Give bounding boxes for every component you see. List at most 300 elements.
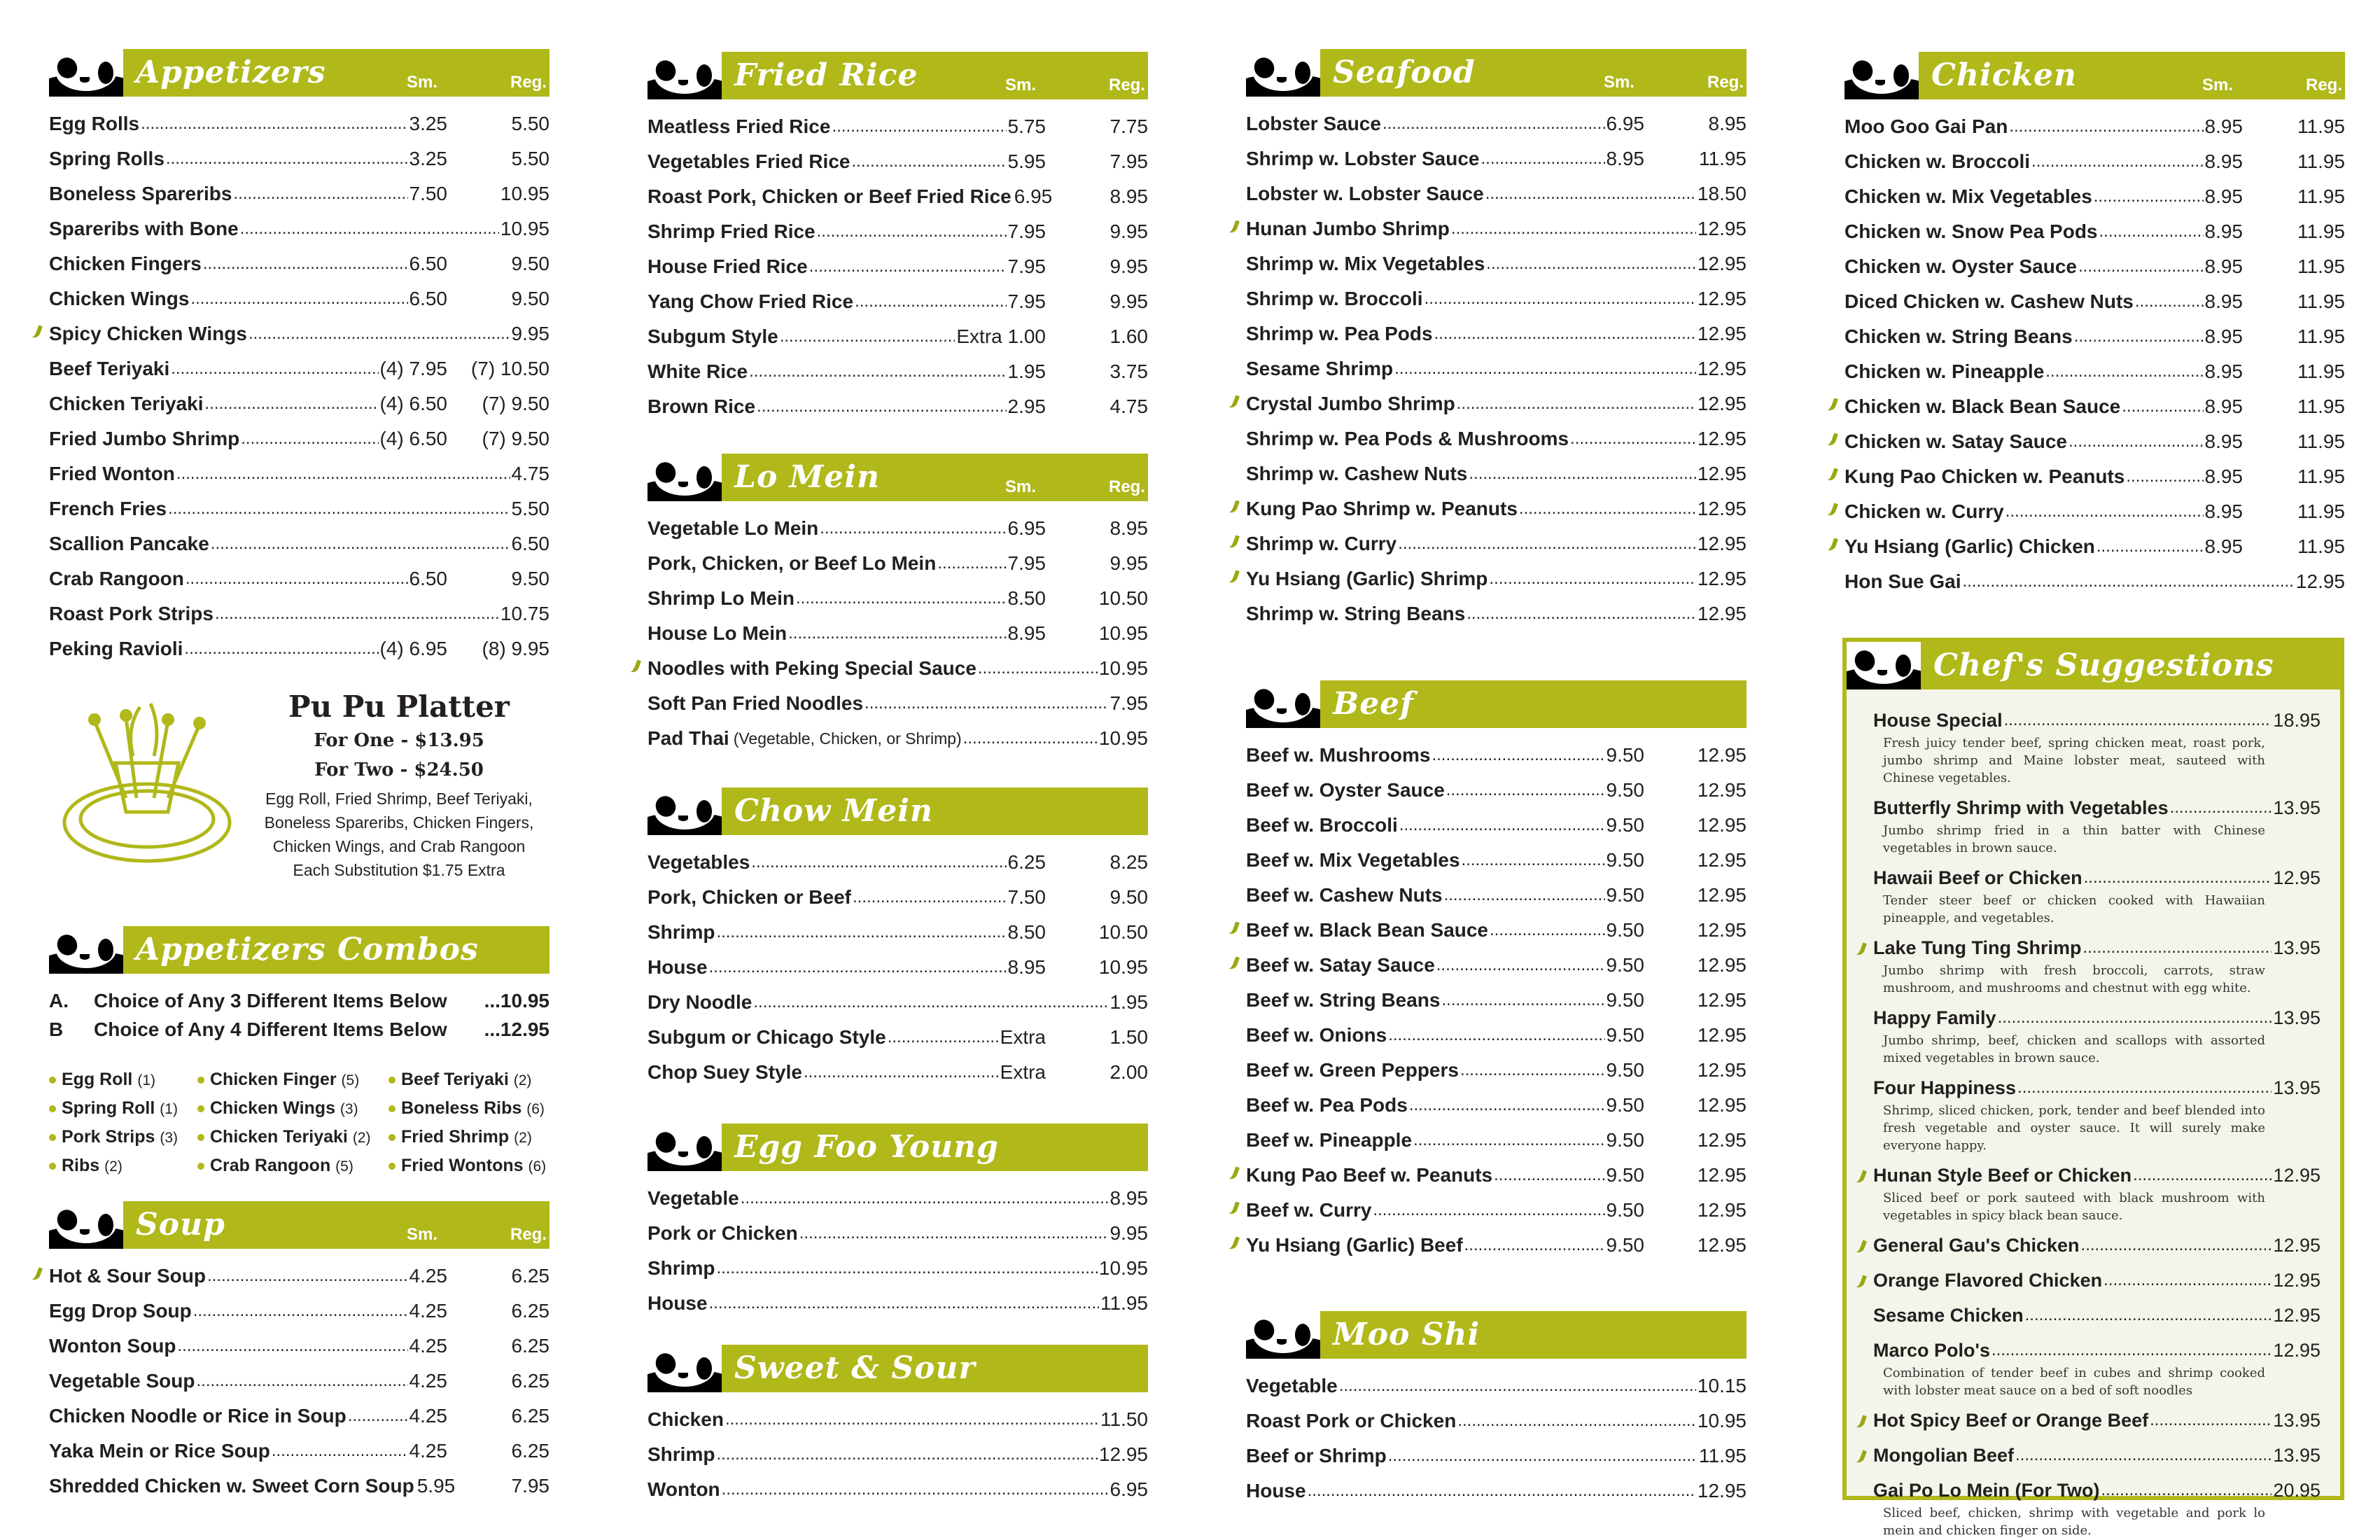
pupu-for-one: For One - $13.95 [314, 730, 484, 751]
item-price: 12.95 [1697, 498, 1746, 519]
dot-leader [855, 292, 1006, 312]
chef-item [1847, 934, 2340, 997]
item-name: Chicken Wings [49, 288, 190, 309]
item-price-regular: 12.95 [1697, 1234, 1746, 1256]
item-name: Mongolian Beef [1873, 1444, 2014, 1466]
item-name: Shrimp [648, 921, 715, 943]
item-price-small: 6.95 [1007, 517, 1046, 539]
item-price-regular: (7) 9.50 [482, 393, 550, 414]
item-price-regular: 5.50 [511, 148, 550, 169]
panda-logo-part [1277, 1339, 1287, 1345]
dot-leader [780, 327, 955, 346]
seafood-section [1246, 49, 1746, 631]
item-price: 10.95 [1098, 727, 1148, 749]
item-price-small: 7.50 [1007, 886, 1046, 908]
item-price: 12.95 [1697, 428, 1746, 449]
item-price-small: 8.95 [1606, 148, 1644, 169]
combo-choice [388, 1098, 545, 1119]
combo-choice-name: Boneless Ribs [401, 1098, 522, 1118]
section-title: Moo Shi [1333, 1317, 1480, 1352]
item-name: Shrimp w. Pea Pods [1246, 323, 1433, 344]
dot-leader [184, 639, 378, 659]
menu-item [648, 1286, 1148, 1321]
chef-item [1847, 864, 2340, 927]
menu-item [1246, 141, 1746, 176]
combo-choice [388, 1156, 546, 1176]
size-regular-label: Reg. [1108, 477, 1145, 496]
menu-item [49, 316, 550, 351]
size-small-label: Sm. [1603, 73, 1634, 92]
chef-item [1847, 1441, 2340, 1469]
combo-desc: Choice of Any 4 Different Items Below [94, 1018, 447, 1040]
item-name: Gai Po Lo Mein (For Two) [1873, 1479, 2100, 1501]
size-regular-label: Reg. [1108, 76, 1145, 94]
combo-choice-name: Spring Roll [62, 1098, 155, 1118]
combo-label: A. [49, 989, 69, 1011]
item-price-small: 8.95 [2204, 255, 2243, 277]
item-name: Subgum Style [648, 326, 778, 347]
combo-choice-name: Chicken Finger [210, 1070, 337, 1089]
panda-logo-icon [1847, 642, 1921, 690]
dot-leader [2004, 710, 2272, 730]
dot-leader [2017, 1078, 2272, 1098]
menu-item [1873, 1266, 2320, 1294]
menu-item [648, 651, 1148, 686]
item-name: Shrimp w. Mix Vegetables [1246, 253, 1485, 274]
item-price-regular: 12.95 [1697, 884, 1746, 906]
panda-logo-part [678, 1373, 688, 1378]
item-price-regular: 7.95 [511, 1475, 550, 1497]
combo-choice [49, 1156, 122, 1176]
item-price-small: 2.95 [1007, 396, 1046, 417]
dot-leader [804, 1063, 999, 1082]
dot-leader [716, 923, 1006, 942]
item-price-small: 8.95 [2204, 536, 2243, 557]
menu-item [648, 721, 1148, 756]
item-price: 18.50 [1697, 183, 1746, 204]
menu-item [1873, 1301, 2320, 1329]
combo-choice-name: Fried Shrimp [401, 1127, 510, 1147]
item-price-regular: 11.95 [2297, 290, 2345, 312]
item-price: 13.95 [2273, 1007, 2320, 1028]
chicken-section [1844, 52, 2345, 599]
menu-item [648, 511, 1148, 546]
dot-leader [2078, 257, 2204, 276]
item-name: Boneless Spareribs [49, 183, 232, 204]
bullet-icon [49, 1163, 56, 1170]
item-price-regular: 9.50 [511, 253, 550, 274]
dot-leader [796, 589, 1007, 608]
appetizers-combos-section [49, 926, 550, 1178]
item-name: Chicken w. Curry [1844, 500, 2004, 522]
dot-leader [1399, 816, 1605, 835]
size-regular-label: Reg. [2305, 76, 2342, 94]
item-name: Sesame Chicken [1873, 1304, 2024, 1326]
item-price-small: (4) 6.50 [379, 428, 447, 449]
item-price-small: 9.50 [1606, 1129, 1644, 1151]
dot-leader [248, 324, 510, 344]
item-price-small: 8.95 [2204, 186, 2243, 207]
dot-leader [716, 1445, 1097, 1464]
item-name: Dry Noodle [648, 991, 752, 1013]
item-name: Hon Sue Gai [1844, 570, 1961, 592]
item-price-regular: 4.75 [1110, 396, 1148, 417]
item-price-small: 8.95 [2204, 150, 2243, 172]
menu-item [49, 141, 550, 176]
section-title: Appetizers [136, 55, 326, 90]
dot-leader [1424, 289, 1696, 309]
menu-item [1246, 1123, 1746, 1158]
menu-item [1873, 1074, 2320, 1102]
menu-item [49, 1259, 550, 1294]
combo-choice-name: Fried Wontons [401, 1156, 524, 1175]
item-price-small: 6.50 [409, 253, 447, 274]
item-price: 12.95 [1697, 533, 1746, 554]
menu-item [1873, 1336, 2320, 1364]
spicy-pepper-icon [1827, 467, 1838, 482]
item-price-regular: 8.95 [1708, 113, 1746, 134]
item-name: White Rice [648, 360, 748, 382]
combo-choice [197, 1070, 359, 1090]
combo-choice-qty: (2) [514, 1130, 532, 1146]
dot-leader [757, 397, 1006, 416]
combo-choice [49, 1127, 178, 1147]
spicy-pepper-icon [1856, 1274, 1867, 1289]
item-description: Jumbo shrimp fried in a thin batter with Chinese vegetables in brown sauce. [1883, 823, 2265, 855]
dot-leader [1962, 572, 2294, 592]
item-price-regular: 12.95 [1697, 1024, 1746, 1046]
menu-item [1844, 424, 2345, 459]
item-price-regular: 2.00 [1110, 1061, 1148, 1083]
menu-item [1246, 491, 1746, 526]
pupu-desc-2: Boneless Spareribs, Chicken Fingers, [264, 813, 534, 832]
item-description: Combination of tender beef in cubes and shrimp cooked with lobster meat sauce on a bed of soft noodles [1883, 1366, 2265, 1398]
item-name: Scallion Pancake [49, 533, 209, 554]
size-small-label: Sm. [406, 73, 438, 92]
dot-leader [211, 534, 510, 554]
item-price-regular: 12.95 [1697, 1094, 1746, 1116]
dot-leader [168, 499, 510, 519]
menu-item [49, 176, 550, 211]
panda-logo-icon [49, 926, 123, 974]
item-price-small: 7.95 [1007, 290, 1046, 312]
section-header [1246, 49, 1746, 97]
item-price-regular: 11.95 [2297, 255, 2345, 277]
combo-choice-qty: (2) [352, 1130, 371, 1146]
item-price: 10.15 [1697, 1375, 1746, 1396]
item-price-small: 6.50 [409, 568, 447, 589]
item-name: Crab Rangoon [49, 568, 184, 589]
item-price: 4.75 [511, 463, 550, 484]
item-name: Beef or Shrimp [1246, 1445, 1387, 1466]
menu-item [648, 214, 1148, 249]
item-price: 10.95 [500, 218, 550, 239]
menu-item [1246, 878, 1746, 913]
item-name: Yu Hsiang (Garlic) Shrimp [1246, 568, 1488, 589]
panda-logo-part [1295, 62, 1310, 84]
section-title: Egg Foo Young [734, 1129, 999, 1165]
item-name: House Fried Rice [648, 255, 808, 277]
item-price-small: Extra [1000, 1026, 1046, 1048]
menu-item [1246, 526, 1746, 561]
dot-leader [2074, 327, 2204, 346]
bullet-icon [388, 1163, 396, 1170]
dot-leader [193, 1301, 408, 1321]
panda-logo-part [678, 80, 688, 85]
item-price-regular: 9.50 [511, 568, 550, 589]
bullet-icon [49, 1134, 56, 1141]
item-price-small: 8.95 [2204, 430, 2243, 452]
item-price-small: 4.25 [409, 1440, 447, 1462]
item-price-regular: 3.75 [1110, 360, 1148, 382]
item-price-regular: 6.25 [511, 1440, 550, 1462]
item-price-small: 4.25 [409, 1300, 447, 1322]
item-price-small: 9.50 [1606, 744, 1644, 766]
dot-leader [2025, 1306, 2272, 1325]
menu-item [1873, 1004, 2320, 1032]
menu-item [1246, 738, 1746, 773]
menu-item [1844, 529, 2345, 564]
item-description: Fresh juicy tender beef, spring chicken meat, roast pork, jumbo shrimp and Maine lobster meat, sauteed with Chinese vegetables. [1883, 736, 2265, 785]
item-price-regular: 6.25 [511, 1405, 550, 1427]
combo-choice-qty: (6) [528, 1158, 547, 1175]
combo-label: B [49, 1018, 64, 1040]
item-name: Happy Family [1873, 1007, 1996, 1028]
item-name: Yaka Mein or Rice Soup [49, 1440, 270, 1462]
menu-item [49, 1434, 550, 1469]
dot-leader [1409, 1096, 1605, 1115]
panda-logo-part [80, 1229, 90, 1235]
item-price-regular: 12.95 [1697, 919, 1746, 941]
dot-leader [1991, 1340, 2272, 1360]
menu-item [1246, 1368, 1746, 1404]
panda-logo-icon [49, 49, 123, 97]
item-price-small: 8.50 [1007, 921, 1046, 943]
menu-item [1873, 1406, 2320, 1434]
item-price-regular: 12.95 [1697, 1199, 1746, 1221]
item-name: Shrimp w. String Beans [1246, 603, 1466, 624]
item-price-regular: 9.95 [1110, 552, 1148, 574]
panda-logo-part [696, 1136, 712, 1158]
combo-choice-qty: (3) [160, 1130, 178, 1146]
item-name: Soft Pan Fried Noodles [648, 692, 864, 714]
item-name: Beef w. Curry [1246, 1199, 1372, 1221]
item-price-regular: 8.95 [1110, 186, 1148, 207]
item-price: 12.95 [1697, 603, 1746, 624]
menu-item [1246, 561, 1746, 596]
item-price-regular: 8.95 [1110, 517, 1148, 539]
panda-logo-icon [648, 52, 722, 99]
chef-item [1847, 1336, 2340, 1399]
item-name: House [648, 956, 708, 978]
dot-leader [1464, 1236, 1605, 1255]
item-price: 8.95 [1110, 1187, 1148, 1209]
item-price-small: 8.95 [1007, 622, 1046, 644]
spicy-pepper-icon [1228, 955, 1240, 971]
item-name: Spareribs with Bone [49, 218, 239, 239]
section-header [49, 1201, 550, 1249]
dot-leader [753, 993, 1108, 1012]
item-price-small: 7.50 [409, 183, 447, 204]
menu-item [1844, 389, 2345, 424]
item-price: 12.95 [1697, 253, 1746, 274]
dot-leader [1519, 499, 1696, 519]
dot-leader [809, 257, 1007, 276]
dot-leader [2045, 362, 2203, 382]
dot-leader [1485, 184, 1696, 204]
item-price: 12.95 [2295, 570, 2345, 592]
menu-item [648, 249, 1148, 284]
menu-item [1844, 459, 2345, 494]
panda-logo-icon [1246, 1311, 1320, 1359]
item-price-regular: 10.50 [1098, 587, 1148, 609]
section-header [648, 1345, 1148, 1392]
menu-item [648, 546, 1148, 581]
item-price: 18.95 [2273, 709, 2320, 731]
item-price-regular: 7.95 [1110, 150, 1148, 172]
item-price-small: 5.95 [1007, 150, 1046, 172]
panda-logo-part [1877, 670, 1887, 676]
combo-choice [197, 1127, 370, 1147]
chef-item [1847, 1266, 2340, 1294]
dot-leader [2101, 1480, 2272, 1500]
chef-item [1847, 1406, 2340, 1434]
combo-choice-qty: (1) [137, 1072, 156, 1088]
chef-item [1847, 706, 2340, 787]
item-price-regular: 9.95 [1110, 255, 1148, 277]
menu-item [648, 1055, 1148, 1090]
item-price-small: 7.95 [1007, 255, 1046, 277]
item-name: Hunan Jumbo Shrimp [1246, 218, 1450, 239]
menu-item [49, 1329, 550, 1364]
item-price-regular: 6.25 [511, 1335, 550, 1357]
dot-leader [1480, 149, 1604, 169]
dot-leader [2015, 1446, 2272, 1465]
item-name: Roast Pork Strips [49, 603, 214, 624]
menu-item [49, 526, 550, 561]
item-price-small: 8.95 [2204, 465, 2243, 487]
item-name: Yu Hsiang (Garlic) Beef [1246, 1234, 1463, 1256]
item-price-regular: 7.75 [1110, 115, 1148, 137]
item-price: 13.95 [2273, 1077, 2320, 1098]
item-name: Yu Hsiang (Garlic) Chicken [1844, 536, 2095, 557]
menu-item [648, 1437, 1148, 1472]
item-name: Chicken Fingers [49, 253, 202, 274]
item-name: Moo Goo Gai Pan [1844, 115, 2008, 137]
section-title: Appetizers Combos [136, 932, 479, 967]
section-title: Beef [1333, 686, 1415, 722]
pupu-desc-4: Each Substitution $1.75 Extra [293, 861, 505, 879]
item-name: Shrimp w. Pea Pods & Mushrooms [1246, 428, 1569, 449]
combo-choice-qty: (6) [526, 1101, 545, 1117]
dot-leader [204, 394, 378, 414]
dot-leader [272, 1441, 408, 1461]
item-name: Vegetable [648, 1187, 739, 1209]
item-price-small: 3.25 [409, 113, 447, 134]
section-header [1246, 1311, 1746, 1359]
menu-item [1246, 211, 1746, 246]
item-price-regular: 12.95 [1697, 954, 1746, 976]
dot-leader [799, 1224, 1109, 1243]
item-price-regular: 11.95 [2297, 115, 2345, 137]
item-price-small: 4.25 [409, 1335, 447, 1357]
item-price-small: 9.50 [1606, 779, 1644, 801]
item-price-regular: 6.25 [511, 1265, 550, 1287]
item-name: Wonton Soup [49, 1335, 176, 1357]
section-title: Sweet & Sour [734, 1350, 976, 1386]
item-name: Crystal Jumbo Shrimp [1246, 393, 1455, 414]
combo-choice-name: Egg Roll [62, 1070, 133, 1089]
item-name: Kung Pao Shrimp w. Peanuts [1246, 498, 1518, 519]
dot-leader [2099, 222, 2204, 241]
section-header [648, 454, 1148, 501]
panda-logo-part [678, 482, 688, 487]
item-name: Yang Chow Fried Rice [648, 290, 854, 312]
bullet-icon [49, 1105, 56, 1112]
dot-leader [2135, 292, 2204, 312]
item-price-regular: 12.95 [1697, 744, 1746, 766]
size-regular-label: Reg. [1707, 73, 1744, 92]
panda-logo-part [1893, 64, 1909, 87]
item-name: General Gau's Chicken [1873, 1234, 2080, 1256]
item-price: 12.95 [1697, 218, 1746, 239]
item-name: Hot Spicy Beef or Orange Beef [1873, 1409, 2149, 1431]
spicy-pepper-icon [630, 659, 641, 674]
item-price: 20.95 [2273, 1479, 2320, 1501]
dot-leader [1308, 1481, 1696, 1501]
bullet-icon [388, 1134, 396, 1141]
menu-item [1246, 913, 1746, 948]
item-price: 12.95 [2273, 1304, 2320, 1326]
item-price: 12.95 [1697, 323, 1746, 344]
menu-item [1246, 948, 1746, 983]
menu-item [1873, 864, 2320, 892]
item-name: Pork, Chicken or Beef [648, 886, 851, 908]
item-price-regular: 9.50 [1110, 886, 1148, 908]
item-price-small: 8.95 [2204, 360, 2243, 382]
spicy-pepper-icon [1228, 1200, 1240, 1216]
menu-item [648, 1181, 1148, 1216]
item-price: 12.95 [2273, 1234, 2320, 1256]
combo-choice-qty: (1) [160, 1101, 178, 1117]
item-price: 12.95 [2273, 1164, 2320, 1186]
panda-logo-part [98, 62, 113, 84]
menu-item [49, 106, 550, 141]
item-price-regular: 12.95 [1697, 1129, 1746, 1151]
dot-leader [186, 569, 408, 589]
item-price-small: 8.95 [2204, 290, 2243, 312]
item-name: House Special [1873, 709, 2003, 731]
dot-leader [725, 1410, 1099, 1429]
item-price: 6.50 [511, 533, 550, 554]
combo-choice-name: Pork Strips [62, 1127, 155, 1147]
item-price-small: 6.50 [409, 288, 447, 309]
dot-leader [1432, 746, 1604, 765]
item-description: Tender steer beef or chicken cooked with Hawaiian pineapple, and vegetables. [1883, 893, 2265, 925]
menu-item [49, 281, 550, 316]
item-price-small: 6.95 [1014, 186, 1053, 207]
chef-item [1847, 1231, 2340, 1259]
menu-item [49, 211, 550, 246]
item-name: Vegetables [648, 851, 750, 873]
dot-leader [1466, 604, 1696, 624]
menu-item [648, 1020, 1148, 1055]
item-name: Kung Pao Beef w. Peanuts [1246, 1164, 1493, 1186]
menu-item [1246, 1158, 1746, 1193]
item-price-small: 7.95 [1007, 552, 1046, 574]
dot-leader [832, 117, 1006, 136]
section-title: Soup [136, 1207, 225, 1242]
